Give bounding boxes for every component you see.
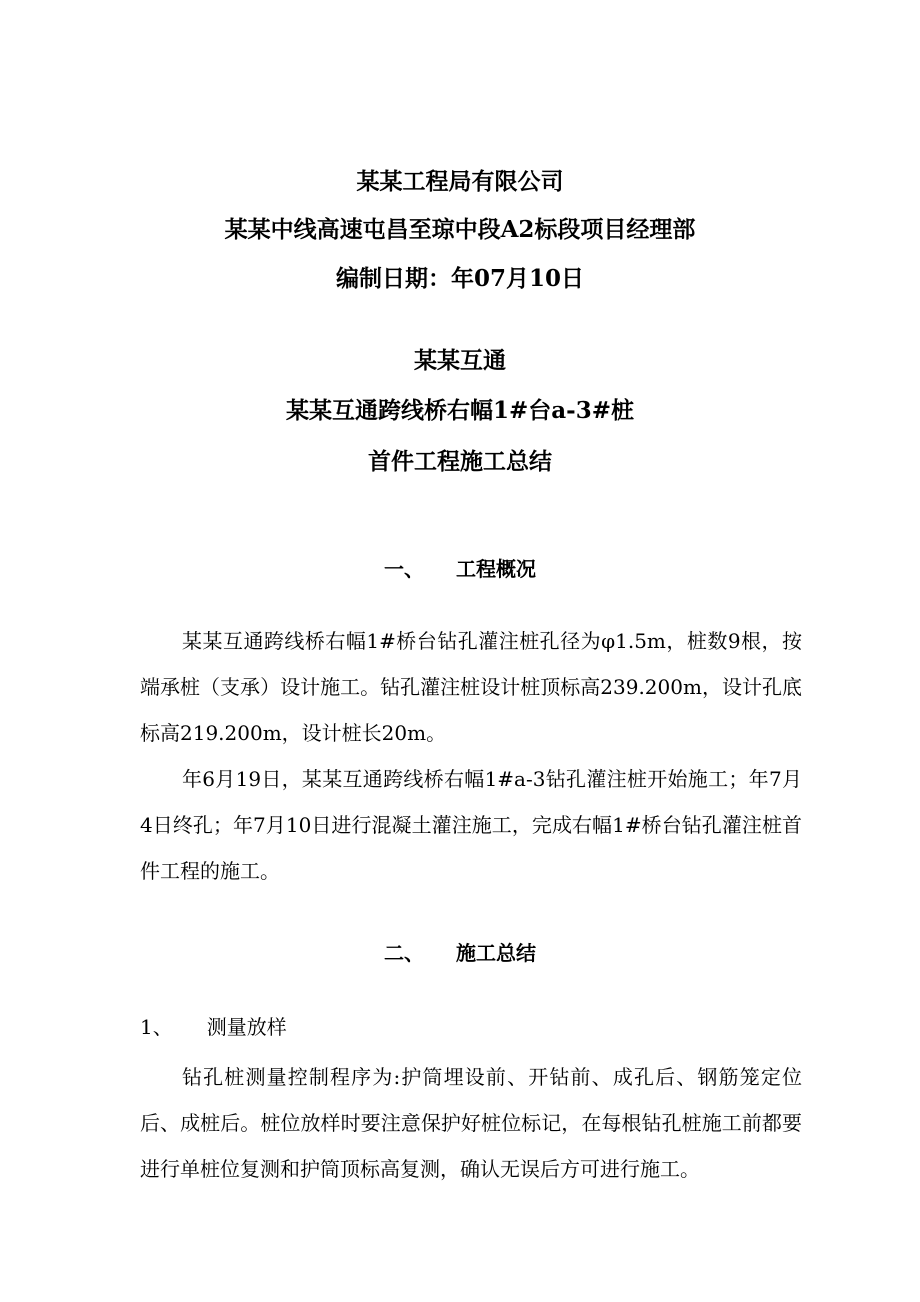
department-name: 某某中线高速屯昌至琼中段A2标段项目经理部: [224, 216, 696, 243]
section-number: 一、: [384, 557, 424, 581]
company-name: 某某工程局有限公司: [356, 168, 564, 195]
project-title: 某某互通: [414, 347, 506, 374]
section-title: 施工总结: [456, 941, 536, 965]
section-title: 工程概况: [456, 557, 536, 581]
survey-paragraph: 钻孔桩测量控制程序为:护筒埋设前、开钻前、成孔后、钢筋笼定位后、成桩后。桩位放样时要注意保护好桩位标记，在每根钻孔桩施工前都要进行单桩位复测和护筒顶标高复测，确认无误后方可进行施工。: [140, 1065, 802, 1181]
overview-paragraph-2: 年6月19日，某某互通跨线桥右幅1#a-3钻孔灌注桩开始施工；年7月4日终孔；年7月10日进行混凝土灌注施工，完成右幅1#桥台钻孔灌注桩首件工程的施工。: [140, 767, 802, 883]
section-number: 二、: [384, 941, 424, 965]
subsection-number: 1、: [140, 1015, 173, 1039]
section-heading-overview: [0, 555, 920, 583]
overview-paragraph-1: 某某互通跨线桥右幅1#桥台钻孔灌注桩孔径为φ1.5m，桩数9根，按端承桩（支承）设计施工。钻孔灌注桩设计桩顶标高239.200m，设计孔底标高219.200m，设计桩长20m。: [140, 629, 802, 745]
section-heading-summary: [0, 939, 920, 967]
bridge-title: 某某互通跨线桥右幅1#台a-3#桩: [286, 397, 634, 424]
subsection-title: 测量放样: [206, 1015, 287, 1039]
compile-date: 编制日期：年07月10日: [335, 265, 584, 292]
subsection-heading-survey: [140, 1013, 287, 1041]
summary-title: 首件工程施工总结: [368, 448, 552, 475]
